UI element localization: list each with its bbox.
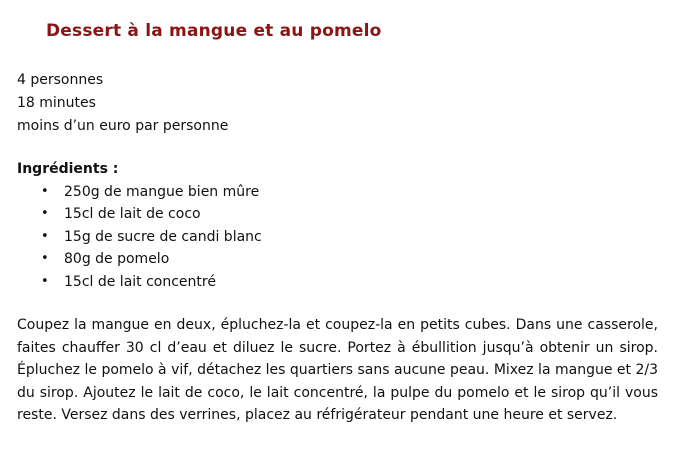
ingredient-item — [0, 271, 262, 293]
instructions-paragraph: Coupez la mangue en deux, épluchez-la et coupez-la en petits cubes. Dans une casserole, faites chauffer 30 cl d’eau et diluez le sucre. Portez à ébullition jusqu’à obtenir un sirop. Épluchez le pomelo à vif, détachez les quartiers sans aucune peau. Mixez la mangue et 2/3 du sirop. Ajoutez le lait de coco, le lait concentré, la pulpe du pomelo et le sirop qu’il vous reste. Versez dans des verrines, placez au réfrigérateur pendant une heure et servez. — [17, 317, 658, 424]
bullet-icon: • — [41, 273, 49, 289]
recipe-meta — [17, 69, 228, 138]
cost-text: moins d’un euro par personne — [17, 118, 229, 134]
ingredient-item — [0, 203, 262, 225]
ingredient-text: 15g de sucre de candi blanc — [64, 228, 262, 245]
ingredient-text: 15cl de lait de coco — [64, 206, 201, 223]
ingredient-item — [0, 248, 262, 270]
bullet-icon: • — [41, 228, 49, 244]
ingredients-heading: Ingrédients : — [17, 161, 119, 177]
bullet-icon: • — [41, 184, 49, 199]
ingredient-text: 15cl de lait concentré — [64, 273, 216, 290]
time-text: 18 minutes — [17, 95, 96, 111]
ingredients-list — [0, 181, 262, 293]
ingredient-text: 250g de mangue bien mûre — [64, 184, 260, 200]
bullet-icon: • — [41, 251, 49, 267]
ingredient-text: 80g de pomelo — [64, 251, 170, 268]
bullet-icon: • — [41, 206, 49, 222]
ingredient-item — [0, 226, 262, 248]
recipe-title: Dessert à la mangue et au pomelo — [46, 21, 382, 41]
servings-text: 4 personnes — [17, 72, 104, 88]
ingredient-item — [0, 181, 262, 203]
